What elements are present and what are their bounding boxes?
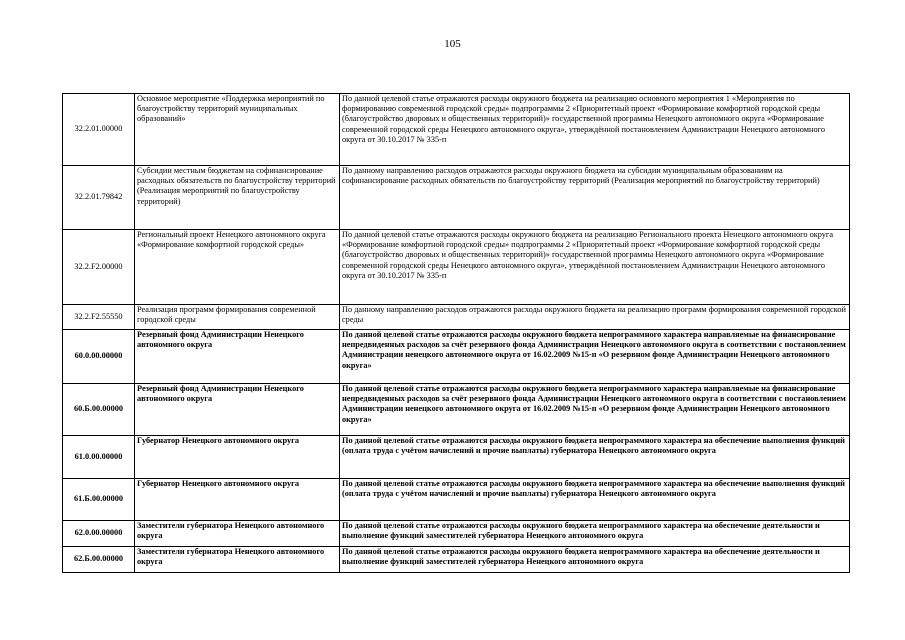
target-article-name: Региональный проект Ненецкого автономного округа «Формирование комфортной городской среды» (135, 230, 340, 305)
target-article-code: 62.0.00.00000 (63, 521, 135, 547)
target-article-code: 32.2.F2.00000 (63, 230, 135, 305)
target-article-code: 61.Б.00.00000 (63, 479, 135, 521)
target-article-description: По данной целевой статье отражаются расходы окружного бюджета непрограммного характера направляемые на финансирование непредвиденных расходов за счёт резервного фонда Администрации Ненецкого автономного округа в соответствии с постановлением Администрации ненецкого автономного округа от 16.02.2009 №15-п «О резервном фонде Администрации Ненецкого автономного округа» (340, 330, 850, 384)
target-article-code: 32.2.01.00000 (63, 94, 135, 166)
target-article-name: Заместители губернатора Ненецкого автономного округа (135, 547, 340, 573)
target-article-code: 60.0.00.00000 (63, 330, 135, 384)
table-row (63, 384, 850, 436)
page-number: 105 (444, 38, 461, 50)
table-row (63, 547, 850, 573)
table-row (63, 521, 850, 547)
target-article-description: По данному направлению расходов отражаются расходы окружного бюджета на субсидии муниципальным образованиям на софинансирование расходных обязательств по благоустройству территорий (Реализация мероприятий по благоустройству территорий) (340, 166, 850, 230)
target-article-description: По данной целевой статье отражаются расходы окружного бюджета непрограммного характера направляемые на финансирование непредвиденных расходов за счёт резервного фонда Администрации Ненецкого автономного округа в соответствии с постановлением Администрации ненецкого автономного округа от 16.02.2009 №15-п «О резервном фонде Администрации Ненецкого автономного округа» (340, 384, 850, 436)
target-article-code: 32.2.F2.55550 (63, 305, 135, 330)
table-row (63, 166, 850, 230)
target-article-description: По данной целевой статье отражаются расходы окружного бюджета непрограммного характера на обеспечение деятельности и выполнение функций заместителей губернатора Ненецкого автономного округа (340, 521, 850, 547)
table-row (63, 436, 850, 479)
target-article-code: 32.2.01.79842 (63, 166, 135, 230)
table-row (63, 479, 850, 521)
target-article-name: Заместители губернатора Ненецкого автономного округа (135, 521, 340, 547)
target-article-name: Губернатор Ненецкого автономного округа (135, 436, 340, 479)
table-row (63, 305, 850, 330)
budget-classification-table (62, 93, 850, 573)
target-article-description: По данной целевой статье отражаются расходы окружного бюджета на реализацию Регионального проекта Ненецкого автономного округа «Формирование комфортной городской среды» подпрограммы 2 «Приоритетный проект «Формирование комфортной городской среды (благоустройство дворовых и общественных территорий)» государственной программы Ненецкого автономного округа «Формирование современной городской среды Ненецкого автономного округа», утверждённой постановлением Администрации Ненецкого автономного округа от 30.10.2017 № 335-п (340, 230, 850, 305)
target-article-name: Реализация программ формирования современной городской среды (135, 305, 340, 330)
table-row (63, 94, 850, 166)
target-article-name: Субсидии местным бюджетам на софинансирование расходных обязательств по благоустройству территорий (Реализация мероприятий по благоустройству территорий) (135, 166, 340, 230)
target-article-description: По данной целевой статье отражаются расходы окружного бюджета непрограммного характера на обеспечение деятельности и выполнение функций заместителей губернатора Ненецкого автономного округа (340, 547, 850, 573)
table-row (63, 330, 850, 384)
target-article-description: По данному направлению расходов отражаются расходы окружного бюджета на реализацию программ формирования современной городской среды (340, 305, 850, 330)
table-row (63, 230, 850, 305)
target-article-code: 60.Б.00.00000 (63, 384, 135, 436)
target-article-description: По данной целевой статье отражаются расходы окружного бюджета на реализацию основного мероприятия 1 «Мероприятия по формированию современной городской среды» подпрограммы 2 «Приоритетный проект «Формирование комфортной городской среды (благоустройство дворовых и общественных территорий)» государственной программы Ненецкого автономного округа «Формирование современной городской среды Ненецкого автономного округа», утверждённой постановлением Администрации Ненецкого автономного округа от 30.10.2017 № 335-п (340, 94, 850, 166)
target-article-code: 61.0.00.00000 (63, 436, 135, 479)
target-article-description: По данной целевой статье отражаются расходы окружного бюджета непрограммного характера на обеспечение выполнения функций (оплата труда с учётом начислений и прочие выплаты) губернатора Ненецкого автономного округа (340, 479, 850, 521)
target-article-name: Основное мероприятие «Поддержка мероприятий по благоустройству территорий муниципальных образований» (135, 94, 340, 166)
target-article-name: Губернатор Ненецкого автономного округа (135, 479, 340, 521)
target-article-description: По данной целевой статье отражаются расходы окружного бюджета непрограммного характера на обеспечение выполнения функций (оплата труда с учётом начислений и прочие выплаты) губернатора Ненецкого автономного округа (340, 436, 850, 479)
target-article-name: Резервный фонд Администрации Ненецкого автономного округа (135, 384, 340, 436)
target-article-name: Резервный фонд Администрации Ненецкого автономного округа (135, 330, 340, 384)
target-article-code: 62.Б.00.00000 (63, 547, 135, 573)
